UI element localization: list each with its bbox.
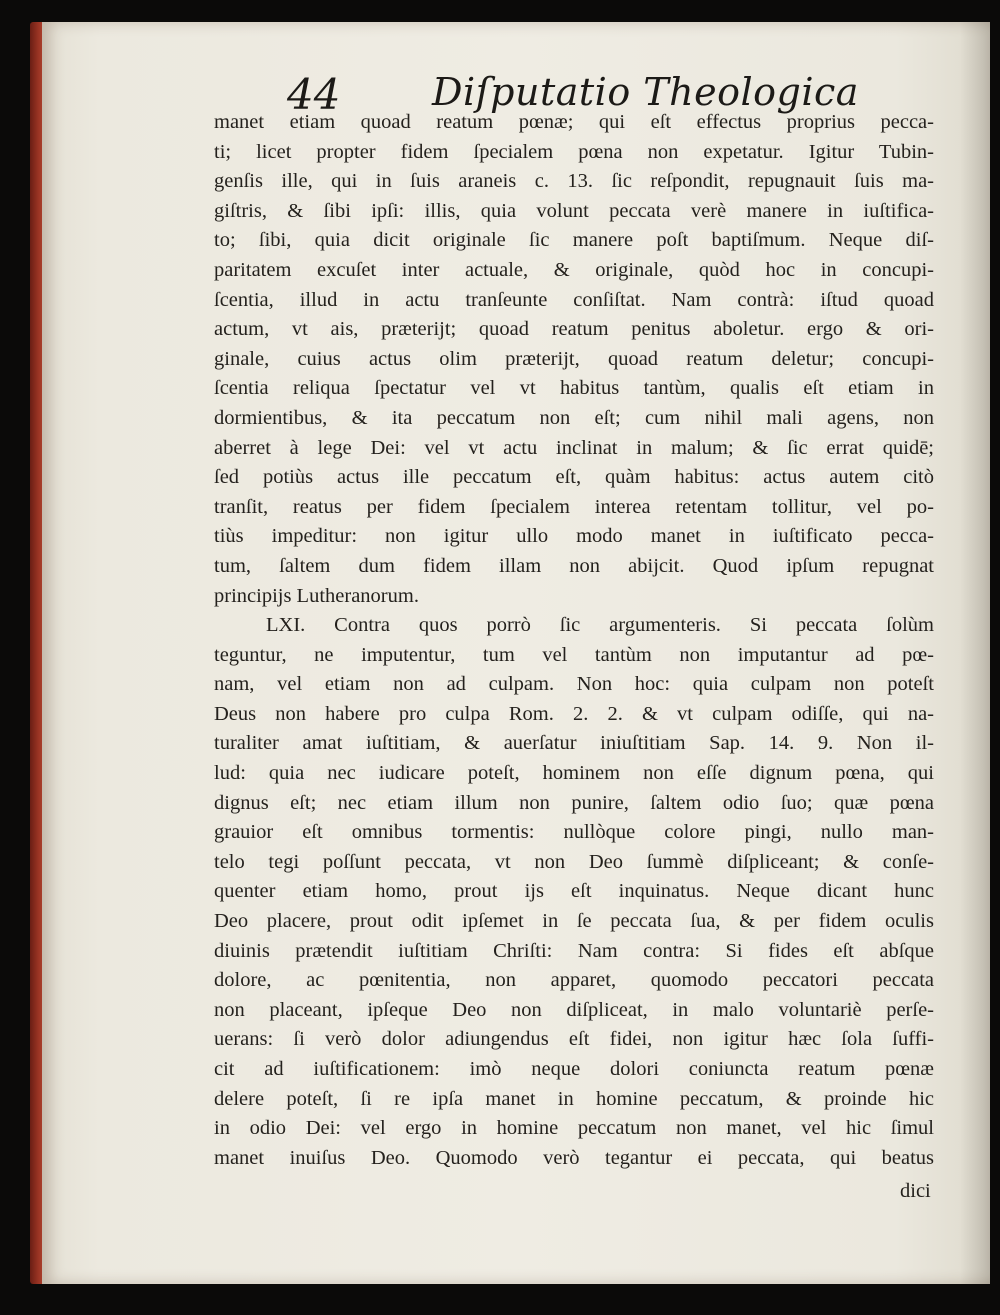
text-line: tranſit, reatus per fidem ſpecialem interea retentam tollitur, vel po- [214,495,934,518]
text-line: in odio Dei: vel ergo in homine peccatum non manet, vel hic ſimul [214,1117,934,1140]
page-number: 44 [287,70,341,119]
page-gutter-shadow [960,22,990,1284]
text-line: genſis ille, qui in ſuis araneis c. 13. ſic reſpondit, repugnauit ſuis ma- [214,170,934,193]
text-line: manet etiam quoad reatum pœnæ; qui eſt effectus proprius pecca- [214,111,934,133]
text-line: cit ad iuſtificationem: imò neque dolori coniuncta reatum pœnæ [214,1058,934,1080]
text-line: dignus eſt; nec etiam illum non punire, ſaltem odio ſuo; quæ pœna [214,791,934,814]
text-line: turaliter amat iuſtitiam, & auerſatur iniuſtitiam Sap. 14. 9. Non il- [214,732,934,755]
text-line: actum, vt ais, præterijt; quoad reatum penitus aboletur. ergo & ori- [214,318,934,341]
text-line: lud: quia nec iudicare poteſt, hominem non eſſe dignum pœna, qui [214,762,934,785]
text-line: nam, vel etiam non ad culpam. Non hoc: quia culpam non poteſt [214,673,934,696]
text-line: dormientibus, & ita peccatum non eſt; cum nihil mali agens, non [214,406,934,429]
text-line: aberret à lege Dei: vel vt actu inclinat in malum; & ſic errat quidē; [214,436,934,459]
text-line: tum, ſaltem dum fidem illam non abijcit. Quod ipſum repugnat [214,554,934,577]
text-line: uerans: ſi verò dolor adiungendus eſt fidei, non igitur hæc ſola ſuffi- [214,1028,934,1051]
text-line: teguntur, ne imputentur, tum vel tantùm non imputantur ad pœ- [214,643,934,666]
body-text [214,108,934,1173]
text-line: Deo placere, prout odit ipſemet in ſe peccata ſua, & per fidem oculis [214,910,934,933]
text-line: non placeant, ipſeque Deo non diſpliceat, in malo voluntariè perſe- [214,998,934,1021]
text-line: telo tegi poſſunt peccata, vt non Deo ſummè diſpliceant; & conſe- [214,850,934,873]
catchword: dici [900,1180,931,1202]
text-line: ſcentia reliqua ſpectatur vel vt habitus tantùm, qualis eſt etiam in [214,377,934,400]
text-line: diuinis prætendit iuſtitiam Chriſti: Nam contra: Si fides eſt abſque [214,939,934,962]
text-line: to; ſibi, quia dicit originale ſic manere poſt baptiſmum. Neque diſ- [214,229,934,252]
running-title: Diſputatio Theologica [432,70,859,114]
text-line: ſcentia, illud in actu tranſeunte conſiſtat. Nam contrà: iſtud quoad [214,288,934,311]
text-line: ginale, cuius actus olim præterijt, quoad reatum deletur; concupi- [214,347,934,370]
paragraph-start-line: LXI. Contra quos porrò ſic argumenteris. Si peccata ſolùm [266,614,934,637]
text-line: grauior eſt omnibus tormentis: nullòque colore pingi, nullo man- [214,821,934,844]
text-line: giſtris, & ſibi ipſi: illis, quia volunt peccata verè manere in iuſtifica- [214,199,934,222]
text-line: ſed potiùs actus ille peccatum eſt, quàm habitus: actus autem citò [214,466,934,489]
text-line: delere poteſt, ſi re ipſa manet in homine peccatum, & proinde hic [214,1087,934,1110]
text-line: principijs Lutheranorum. [214,584,419,607]
text-line: paritatem excuſet inter actuale, & originale, quòd hoc in concupi- [214,258,934,281]
text-line: ti; licet propter fidem ſpecialem pœna non expetatur. Igitur Tubin- [214,140,934,163]
text-line: tiùs impeditur: non igitur ullo modo manet in iuſtificato pecca- [214,525,934,548]
text-line: Deus non habere pro culpa Rom. 2. 2. & vt culpam odiſſe, qui na- [214,702,934,725]
text-line: dolore, ac pœnitentia, non apparet, quomodo peccatori peccata [214,969,934,992]
text-line: manet inuiſus Deo. Quomodo verò tegantur ei peccata, qui beatus [214,1146,934,1169]
text-line: quenter etiam homo, prout ijs eſt inquinatus. Neque dicant hunc [214,880,934,903]
